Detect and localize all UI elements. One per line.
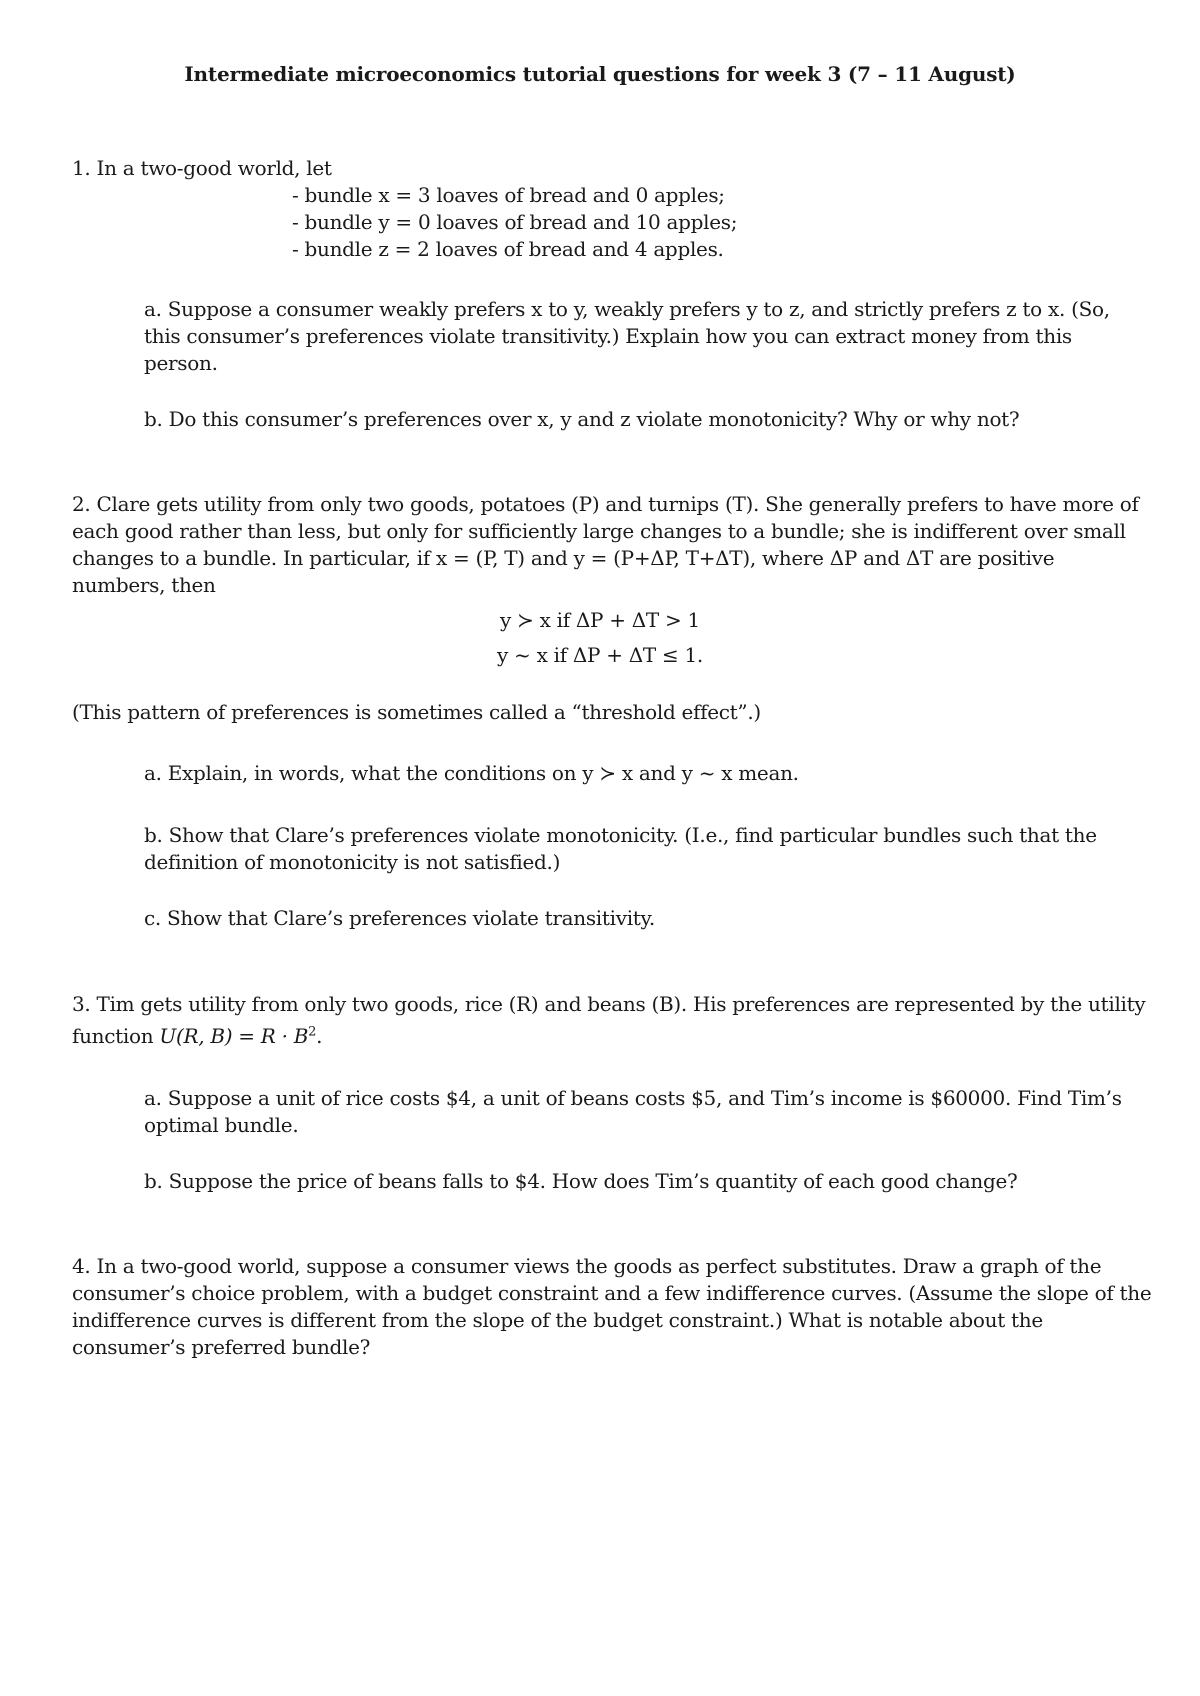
q1a-line-2: this consumer’s preferences violate transitivity.) Explain how you can extract money from this <box>144 324 1072 348</box>
q2-line-4: numbers, then <box>72 573 216 597</box>
q4-line-2: consumer’s choice problem, with a budget constraint and a few indifference curves. (Assume the slope of the <box>72 1281 1152 1305</box>
q1-bundle-y: - bundle y = 0 loaves of bread and 10 apples; <box>292 210 738 234</box>
q4-line-3: indifference curves is different from the slope of the budget constraint.) What is notable about the <box>72 1308 1043 1332</box>
q4-line-4: consumer’s preferred bundle? <box>72 1335 371 1359</box>
q1-intro: 1. In a two-good world, let <box>72 156 332 180</box>
q3-line-2-period: . <box>316 1024 323 1048</box>
q3-utility-exponent: 2 <box>308 1024 317 1040</box>
q1a-line-3: person. <box>144 351 218 375</box>
q2-line-3: changes to a bundle. In particular, if x = (P, T) and y = (P+ΔP, T+ΔT), where ΔP and ΔT are positive <box>72 546 1055 570</box>
q2c-line: c. Show that Clare’s preferences violate transitivity. <box>144 906 655 930</box>
q2b-line-2: definition of monotonicity is not satisfied.) <box>144 850 561 874</box>
q2-condition-indifferent <box>0 641 1200 669</box>
q3-line-2 <box>72 1022 322 1050</box>
q3-utility-function: U(R, B) = R · B <box>159 1024 309 1048</box>
q2-condition-strict-text: y ≻ x if ΔP + ΔT > 1 <box>500 608 700 632</box>
q2a-line: a. Explain, in words, what the conditions on y ≻ x and y ~ x mean. <box>144 761 799 785</box>
q2-condition-strict <box>0 606 1200 634</box>
q3-function-label: function <box>72 1024 160 1048</box>
q1a-line-1: a. Suppose a consumer weakly prefers x to y, weakly prefers y to z, and strictly prefers z to x. (So, <box>144 297 1110 321</box>
q1b-line: b. Do this consumer’s preferences over x, y and z violate monotonicity? Why or why not? <box>144 407 1020 431</box>
q3-line-1: 3. Tim gets utility from only two goods, rice (R) and beans (B). His preferences are represented by the utility <box>72 992 1146 1016</box>
q2-line-2: each good rather than less, but only for sufficiently large changes to a bundle; she is indifferent over small <box>72 519 1126 543</box>
q4-line-1: 4. In a two-good world, suppose a consumer views the goods as perfect substitutes. Draw a graph of the <box>72 1254 1102 1278</box>
q2b-line-1: b. Show that Clare’s preferences violate monotonicity. (I.e., find particular bundles such that the <box>144 823 1097 847</box>
q2-note: (This pattern of preferences is sometimes called a “threshold effect”.) <box>72 700 761 724</box>
q3a-line-2: optimal bundle. <box>144 1113 299 1137</box>
q2-condition-indifferent-text: y ~ x if ΔP + ΔT ≤ 1. <box>497 643 703 667</box>
q3a-line-1: a. Suppose a unit of rice costs $4, a unit of beans costs $5, and Tim’s income is $60000. Find Tim’s <box>144 1086 1122 1110</box>
q1-bundle-x: - bundle x = 3 loaves of bread and 0 apples; <box>292 183 725 207</box>
document-title: Intermediate microeconomics tutorial questions for week 3 (7 – 11 August) <box>184 62 1016 86</box>
q2-line-1: 2. Clare gets utility from only two goods, potatoes (P) and turnips (T). She generally prefers to have more of <box>72 492 1139 516</box>
q1-bundle-z: - bundle z = 2 loaves of bread and 4 apples. <box>292 237 724 261</box>
q3b-line: b. Suppose the price of beans falls to $4. How does Tim’s quantity of each good change? <box>144 1169 1018 1193</box>
